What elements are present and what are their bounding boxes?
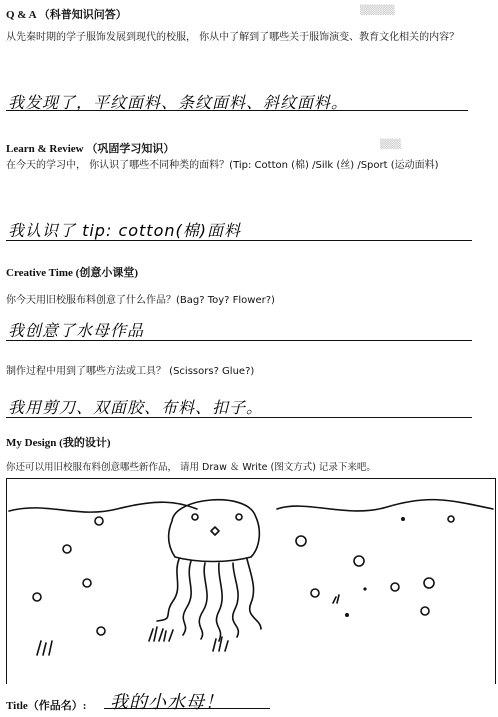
bubble	[424, 578, 434, 588]
learn-question: 在今天的学习中， 你认识了哪些不同种类的面料？(Tip: Cotton (棉) /Silk (丝) /Sport (运动面料)	[6, 160, 439, 171]
jellyfish-tentacle	[233, 563, 239, 637]
design-instruction: 你还可以用旧校服布料创意哪些新作品， 请用 Draw ＆ Write (图文方式) 记录下来吧。	[6, 462, 376, 473]
seaweed	[149, 627, 173, 641]
design-heading: My Design (我的设计)	[6, 437, 111, 449]
seaweed	[333, 595, 339, 603]
creative-answer-1-handwriting: 我创意了水母作品	[8, 321, 145, 340]
creative-answer-1-line	[6, 340, 472, 341]
jellyfish-eye-right	[236, 514, 242, 520]
creative-question-2: 制作过程中用到了哪些方法或工具？ (Scissors? Glue?)	[6, 366, 255, 377]
drawing-area	[6, 478, 496, 684]
bleed-through-mark: ▒▒▒▒▒	[360, 6, 395, 16]
jellyfish-tentacle	[247, 559, 261, 629]
bubble	[63, 545, 71, 553]
bubble	[83, 579, 91, 587]
jellyfish-tentacle	[157, 559, 179, 621]
jellyfish-tentacle	[183, 561, 191, 635]
jellyfish-eye-left	[192, 514, 198, 520]
bubble	[421, 607, 429, 615]
bubble	[33, 593, 41, 601]
bubble	[97, 627, 105, 635]
bubble	[296, 536, 306, 546]
bubble	[311, 589, 319, 597]
learn-answer-line	[6, 240, 472, 241]
jellyfish-bell	[169, 500, 260, 562]
title-answer-handwriting: 我的小水母！	[110, 692, 224, 713]
creative-answer-2-line	[6, 417, 472, 418]
bubble	[354, 556, 364, 566]
seaweed	[37, 641, 52, 655]
bubble	[448, 516, 454, 522]
bubble	[391, 583, 399, 591]
qa-question: 从先秦时期的学子服饰发展到现代的校服， 你从中了解到了哪些关于服饰演变、教育文化相关的内容？	[6, 32, 460, 43]
dot	[401, 517, 405, 521]
jellyfish-tentacle	[199, 563, 207, 639]
qa-heading: Q & A （科普知识问答）	[6, 9, 127, 21]
title-answer-line	[104, 708, 270, 709]
creative-question-1: 你今天用旧校服布料创意了什么作品？(Bag? Toy? Flower?)	[6, 295, 275, 306]
bubble	[95, 517, 103, 525]
bleed-through-mark: ▒▒▒	[380, 140, 401, 150]
learn-heading: Learn & Review （巩固学习知识）	[6, 143, 175, 155]
dot	[363, 587, 366, 590]
jellyfish-drawing	[7, 479, 495, 684]
jellyfish-tentacle	[216, 563, 222, 641]
creative-answer-2-handwriting: 我用剪刀、双面胶、布料、扣子。	[8, 398, 264, 417]
learn-answer-handwriting: 我认识了 tip: cotton(棉)面料	[8, 221, 241, 240]
dot	[345, 613, 349, 617]
qa-answer-handwriting: 我发现了，平纹面料、条纹面料、斜纹面料。	[8, 93, 349, 112]
creative-heading: Creative Time (创意小课堂)	[6, 267, 138, 279]
qa-answer-line	[6, 110, 468, 111]
title-label: Title（作品名）:	[6, 700, 87, 712]
jellyfish-mouth	[211, 527, 219, 535]
